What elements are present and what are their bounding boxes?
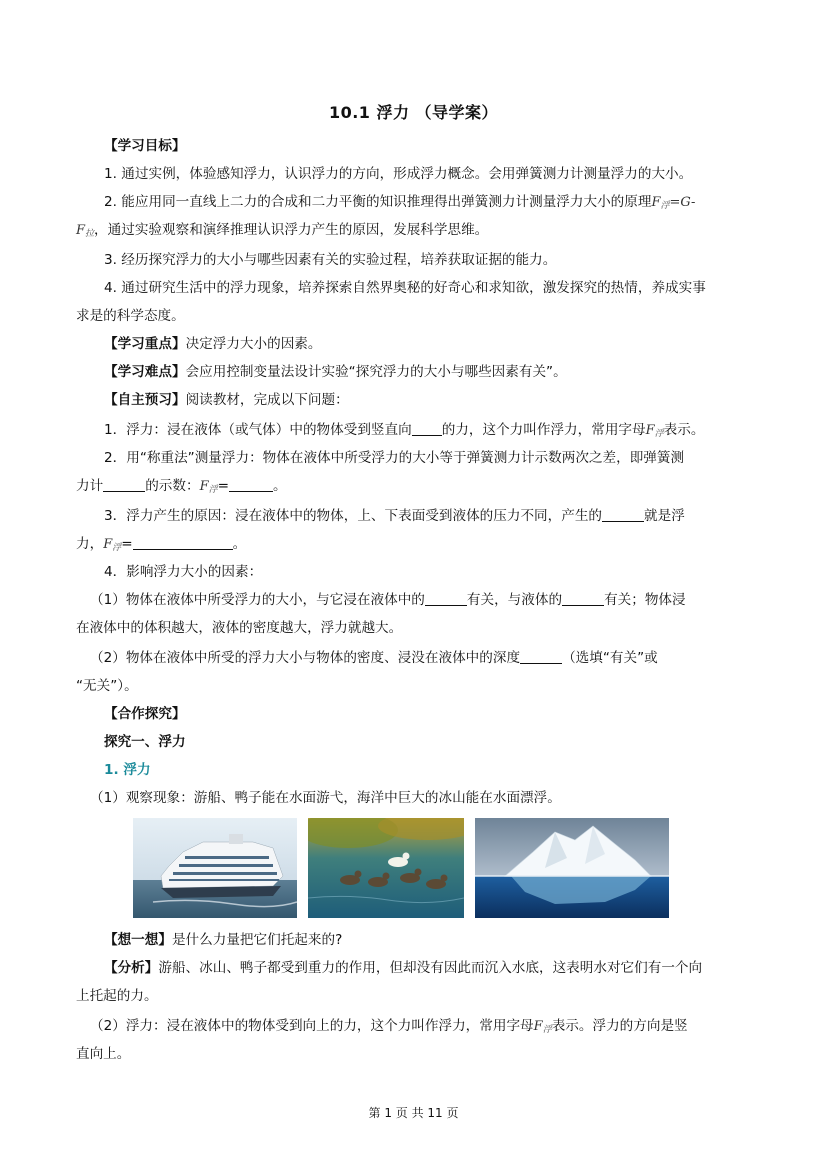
cruise-ship-image bbox=[133, 818, 297, 918]
answer-blank[interactable] bbox=[425, 591, 467, 606]
iceberg-photo bbox=[475, 818, 669, 918]
preview-heading: 【自主预习】阅读教材，完成以下问题： bbox=[104, 392, 349, 408]
analysis-line2: 上托起的力。 bbox=[76, 988, 158, 1004]
goal-1: 1. 通过实例，体验感知浮力，认识浮力的方向，形成浮力概念。会用弹簧测力计测量浮力的大小。 bbox=[104, 166, 693, 182]
goal-3: 3. 经历探究浮力的大小与哪些因素有关的实验过程，培养获取证据的能力。 bbox=[104, 252, 557, 268]
answer-blank[interactable] bbox=[520, 649, 562, 664]
preview-q4-2-line2: “无关”）。 bbox=[76, 678, 138, 694]
key-point: 【学习重点】决定浮力大小的因素。 bbox=[104, 336, 322, 352]
definition-line1: （2）浮力：浸在液体中的物体受到向上的力，这个力叫作浮力，常用字母$F_浮$表示。浮力的方向是竖 bbox=[90, 1018, 688, 1035]
preview-q3-line1: 3．浮力产生的原因：浸在液体中的物体，上、下表面受到液体的压力不同，产生的 就是浮 bbox=[104, 508, 685, 524]
preview-q4-1-line1: （1）物体在液体中所受浮力的大小，与它浸在液体中的 有关，与液体的 有关；物体浸 bbox=[90, 592, 686, 608]
ducks-photo bbox=[308, 818, 464, 918]
iceberg-image bbox=[475, 818, 669, 918]
goal-4-line1: 4. 通过研究生活中的浮力现象，培养探索自然界奥秘的好奇心和求知欲，激发探究的热情，养成实事 bbox=[104, 280, 706, 296]
preview-q4: 4．影响浮力大小的因素： bbox=[104, 564, 263, 580]
preview-q2-line2: 力计 的示数：$F_浮=$ 。 bbox=[76, 478, 287, 495]
cruise-ship-photo bbox=[133, 818, 297, 918]
explore-1-heading: 探究一、浮力 bbox=[104, 734, 186, 750]
analysis-line1: 【分析】游船、冰山、鸭子都受到重力的作用，但却没有因此而沉入水底，这表明水对它们有一个向 bbox=[104, 960, 703, 976]
answer-blank[interactable] bbox=[229, 477, 273, 492]
preview-q1: 1．浮力：浸在液体（或气体）中的物体受到竖直向 的力，这个力叫作浮力，常用字母$F_浮$表示。 bbox=[104, 422, 705, 439]
preview-q3-line2: 力，$F_浮=$ 。 bbox=[76, 536, 247, 553]
page-title: 10.1 浮力 （导学案） bbox=[328, 103, 499, 122]
goals-heading: 【学习目标】 bbox=[104, 138, 186, 154]
observe-text: （1）观察现象：游船、鸭子能在水面游弋，海洋中巨大的冰山能在水面漂浮。 bbox=[90, 790, 561, 806]
think-line: 【想一想】是什么力量把它们托起来的? bbox=[104, 932, 343, 948]
preview-q2-line1: 2．用“称重法”测量浮力：物体在液体中所受浮力的大小等于弹簧测力计示数两次之差，即弹簧测 bbox=[104, 450, 685, 466]
goal-2-line1: 2. 能应用同一直线上二力的合成和二力平衡的知识推理得出弹簧测力计测量浮力大小的原理$F_浮=G-$ bbox=[104, 194, 696, 211]
answer-blank[interactable] bbox=[133, 535, 233, 550]
answer-blank[interactable] bbox=[103, 477, 145, 492]
answer-blank[interactable] bbox=[562, 591, 604, 606]
coop-heading: 【合作探究】 bbox=[104, 706, 186, 722]
definition-line2: 直向上。 bbox=[76, 1046, 131, 1062]
preview-q4-1-line2: 在液体中的体积越大，液体的密度越大，浮力就越大。 bbox=[76, 620, 403, 636]
goal-2-line2: $F_拉$，通过实验观察和演绎推理认识浮力产生的原因，发展科学思维。 bbox=[76, 222, 489, 239]
goal-4-line2: 求是的科学态度。 bbox=[76, 308, 185, 324]
ducks-image bbox=[308, 818, 464, 918]
answer-blank[interactable] bbox=[412, 421, 442, 436]
page-footer: 第 1 页 共 11 页 bbox=[368, 1106, 459, 1120]
difficulty: 【学习难点】会应用控制变量法设计实验“探究浮力的大小与哪些因素有关”。 bbox=[104, 364, 567, 380]
answer-blank[interactable] bbox=[602, 507, 644, 522]
section-1-heading: 1. 浮力 bbox=[104, 762, 151, 778]
preview-q4-2-line1: （2）物体在液体中所受的浮力大小与物体的密度、浸没在液体中的深度 （选填“有关”或 bbox=[90, 650, 658, 666]
